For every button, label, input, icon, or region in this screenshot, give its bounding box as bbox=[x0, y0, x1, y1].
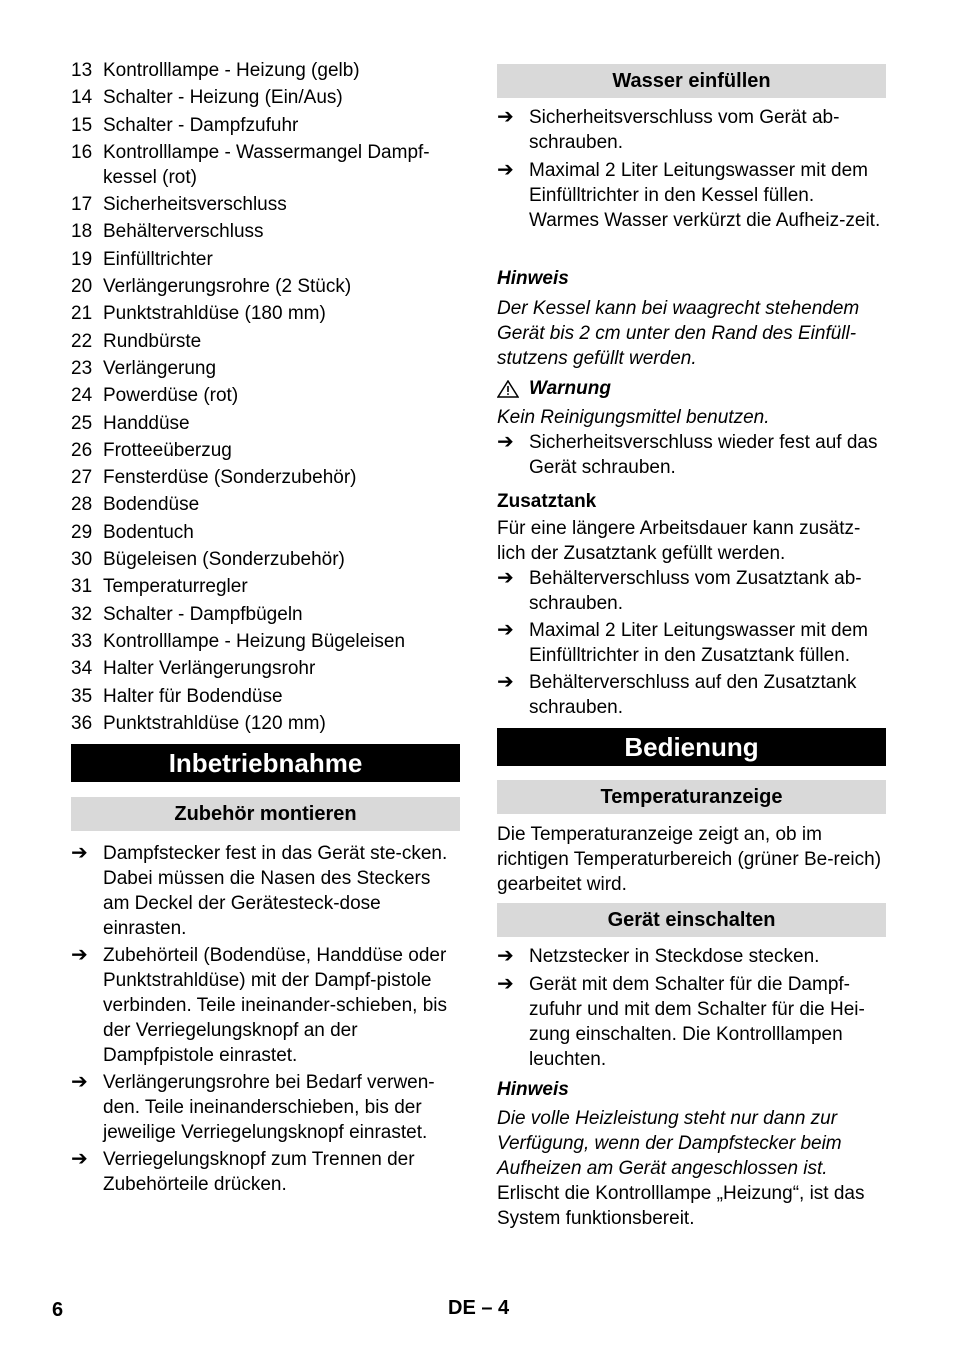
item-text: Fensterdüse (Sonderzubehör) bbox=[103, 467, 357, 489]
item-number: 26 bbox=[71, 439, 93, 461]
item-text: Verlängerungsrohre (2 Stück) bbox=[103, 276, 352, 298]
step-text: Behälterverschluss vom Zusatztank ab-schrauben. bbox=[529, 568, 862, 614]
step-item bbox=[497, 618, 886, 668]
arrow-right-icon: ➔ bbox=[497, 973, 514, 995]
hinweis-title-2: Hinweis bbox=[497, 1079, 569, 1100]
item-number: 27 bbox=[71, 467, 93, 489]
item-number: 29 bbox=[71, 521, 93, 543]
list-item bbox=[71, 329, 460, 354]
item-number: 15 bbox=[71, 114, 93, 136]
item-number: 33 bbox=[71, 630, 93, 652]
item-number: 14 bbox=[71, 87, 93, 109]
item-text: Frotteeüberzug bbox=[103, 439, 232, 461]
step-text: Behälterverschluss auf den Zusatztank schrauben. bbox=[529, 672, 857, 718]
list-item bbox=[71, 58, 460, 83]
zusatztank-title: Zusatztank bbox=[497, 491, 597, 512]
subsection-title-wasser: Wasser einfüllen bbox=[497, 64, 886, 98]
item-number: 20 bbox=[71, 276, 93, 298]
item-number: 16 bbox=[71, 141, 93, 163]
item-text: Halter für Bodendüse bbox=[103, 685, 283, 707]
list-item bbox=[71, 684, 460, 709]
item-number: 17 bbox=[71, 194, 93, 216]
item-text: Behälterverschluss bbox=[103, 221, 264, 243]
hinweis-text-2: Die volle Heizleistung steht nur dann zur Verfügung, wenn der Dampfstecker beim Aufheizen am Gerät angeschlossen ist. bbox=[497, 1108, 842, 1179]
item-number: 31 bbox=[71, 576, 93, 598]
parts-list bbox=[71, 58, 460, 736]
list-item bbox=[71, 356, 460, 381]
step-item bbox=[497, 670, 886, 720]
arrow-right-icon: ➔ bbox=[497, 567, 514, 589]
item-text: Bügeleisen (Sonderzubehör) bbox=[103, 549, 345, 571]
step-item bbox=[71, 943, 460, 1068]
arrow-right-icon: ➔ bbox=[497, 431, 514, 453]
item-text: Bodendüse bbox=[103, 494, 200, 516]
footer-language: DE bbox=[448, 1297, 476, 1319]
hinweis-text: Der Kessel kann bei waagrecht stehendem Gerät bis 2 cm unter den Rand des Einfüll-stutzens gefüllt werden. bbox=[497, 298, 860, 369]
footer-section-page: – 4 bbox=[481, 1297, 510, 1319]
arrow-right-icon: ➔ bbox=[71, 1070, 88, 1093]
arrow-right-icon: ➔ bbox=[497, 945, 514, 967]
page-number: 6 bbox=[52, 1299, 64, 1321]
subsection-title-einschalten: Gerät einschalten bbox=[497, 903, 886, 937]
item-text: Punktstrahldüse (120 mm) bbox=[103, 712, 326, 734]
list-item bbox=[71, 113, 460, 138]
step-item bbox=[71, 1147, 460, 1197]
step-text: Sicherheitsverschluss vom Gerät ab-schrauben. bbox=[529, 107, 840, 153]
step-item bbox=[71, 841, 460, 941]
left-column bbox=[71, 58, 460, 1197]
item-text: Kontrolllampe - Wassermangel Dampf-kessel (rot) bbox=[103, 141, 430, 188]
list-item bbox=[71, 465, 460, 490]
zusatztank-steps bbox=[497, 566, 886, 720]
list-item bbox=[71, 547, 460, 572]
list-item bbox=[71, 219, 460, 244]
footer-section bbox=[448, 1296, 509, 1321]
item-text: Einfülltrichter bbox=[103, 248, 213, 270]
item-text: Verlängerung bbox=[103, 357, 217, 379]
warning-triangle-icon bbox=[497, 380, 519, 398]
item-number: 22 bbox=[71, 330, 93, 352]
right-column bbox=[497, 64, 886, 1231]
item-text: Powerdüse (rot) bbox=[103, 385, 239, 407]
step-text: Verriegelungsknopf zum Trennen der Zubehörteile drücken. bbox=[103, 1148, 415, 1195]
item-number: 32 bbox=[71, 603, 93, 625]
item-text: Schalter - Heizung (Ein/Aus) bbox=[103, 87, 343, 109]
step-text: Maximal 2 Liter Leitungswasser mit dem Einfülltrichter in den Kessel füllen. Warmes Wasser verkürzt die Aufheiz-zeit. bbox=[529, 160, 881, 231]
item-number: 28 bbox=[71, 494, 93, 516]
warnung-title bbox=[497, 376, 886, 401]
list-item bbox=[71, 192, 460, 217]
einschalten-steps bbox=[497, 944, 886, 1072]
list-item bbox=[71, 274, 460, 299]
list-item bbox=[71, 656, 460, 681]
item-number: 36 bbox=[71, 712, 93, 734]
item-text: Halter Verlängerungsrohr bbox=[103, 658, 316, 680]
item-number: 19 bbox=[71, 248, 93, 270]
list-item bbox=[71, 301, 460, 326]
list-item bbox=[71, 438, 460, 463]
list-item bbox=[71, 247, 460, 272]
hinweis-title: Hinweis bbox=[497, 268, 569, 289]
step-item bbox=[71, 1070, 460, 1145]
subsection-title-temperatur: Temperaturanzeige bbox=[497, 780, 886, 814]
list-item bbox=[71, 492, 460, 517]
step-item bbox=[497, 944, 886, 969]
item-text: Sicherheitsverschluss bbox=[103, 194, 287, 216]
arrow-right-icon: ➔ bbox=[497, 619, 514, 641]
item-text: Punktstrahldüse (180 mm) bbox=[103, 303, 326, 325]
step-item bbox=[497, 158, 886, 233]
hinweis-text-3: Erlischt die Kontrolllampe „Heizung“, ist das System funktionsbereit. bbox=[497, 1183, 865, 1229]
step-item bbox=[497, 566, 886, 616]
item-number: 35 bbox=[71, 685, 93, 707]
item-number: 13 bbox=[71, 60, 93, 81]
item-number: 18 bbox=[71, 221, 93, 243]
zubehoer-steps bbox=[71, 841, 460, 1197]
arrow-right-icon: ➔ bbox=[71, 943, 88, 966]
item-number: 24 bbox=[71, 385, 93, 407]
list-item bbox=[71, 383, 460, 408]
arrow-right-icon: ➔ bbox=[497, 106, 514, 128]
list-item bbox=[71, 411, 460, 436]
item-text: Temperaturregler bbox=[103, 576, 248, 598]
item-text: Schalter - Dampfbügeln bbox=[103, 603, 303, 625]
step-item bbox=[497, 105, 886, 155]
wasser-steps bbox=[497, 105, 886, 233]
item-text: Kontrolllampe - Heizung (gelb) bbox=[103, 60, 360, 81]
arrow-right-icon: ➔ bbox=[71, 1147, 88, 1170]
list-item bbox=[71, 602, 460, 627]
item-number: 21 bbox=[71, 303, 93, 325]
item-number: 30 bbox=[71, 549, 93, 571]
warnung-text: Kein Reinigungsmittel benutzen. bbox=[497, 407, 770, 428]
arrow-right-icon: ➔ bbox=[71, 841, 88, 864]
step-text: Zubehörteil (Bodendüse, Handdüse oder Punktstrahldüse) mit der Dampf-pistole verbinden. Teile ineinander-schieben, bis der Verriegelungsknopf an der Dampfpistole einrastet. bbox=[103, 944, 447, 1066]
list-item bbox=[71, 574, 460, 599]
item-number: 25 bbox=[71, 412, 93, 434]
step-text: Sicherheitsverschluss wieder fest auf das Gerät schrauben. bbox=[529, 432, 878, 478]
subsection-title-zubehoer: Zubehör montieren bbox=[71, 797, 460, 831]
step-text: Verlängerungsrohre bei Bedarf verwen-den. Teile ineinanderschieben, bis der jeweilige Verriegelungsknopf einrastet. bbox=[103, 1071, 435, 1143]
arrow-right-icon: ➔ bbox=[497, 671, 514, 693]
item-number: 34 bbox=[71, 658, 93, 680]
arrow-right-icon: ➔ bbox=[497, 159, 514, 181]
step-text: Netzstecker in Steckdose stecken. bbox=[529, 946, 820, 967]
list-item bbox=[71, 711, 460, 736]
item-text: Kontrolllampe - Heizung Bügeleisen bbox=[103, 630, 406, 652]
item-text: Schalter - Dampfzufuhr bbox=[103, 114, 299, 136]
warnung-step bbox=[497, 430, 886, 480]
temperatur-text: Die Temperaturanzeige zeigt an, ob im richtigen Temperaturbereich (grüner Be-reich) gearbeitet wird. bbox=[497, 824, 882, 895]
item-text: Bodentuch bbox=[103, 521, 194, 543]
zusatztank-text: Für eine längere Arbeitsdauer kann zusätz-lich der Zusatztank gefüllt werden. bbox=[497, 518, 861, 564]
step-text: Gerät mit dem Schalter für die Dampf-zufuhr und mit dem Schalter für die Hei-zung einschalten. Die Kontrolllampen leuchten. bbox=[529, 974, 865, 1070]
step-text: Dampfstecker fest in das Gerät ste-cken. Dabei müssen die Nasen des Steckers am Deckel der Gerätesteck-dose einrasten. bbox=[103, 842, 448, 939]
step-text: Maximal 2 Liter Leitungswasser mit dem Einfülltrichter in den Zusatztank füllen. bbox=[529, 620, 868, 666]
item-text: Handdüse bbox=[103, 412, 190, 434]
section-title-bedienung: Bedienung bbox=[497, 728, 886, 766]
item-text: Rundbürste bbox=[103, 330, 202, 352]
step-item bbox=[497, 972, 886, 1072]
item-number: 23 bbox=[71, 357, 93, 379]
list-item bbox=[71, 140, 460, 190]
list-item bbox=[71, 629, 460, 654]
section-title-inbetriebnahme: Inbetriebnahme bbox=[71, 744, 460, 782]
list-item bbox=[71, 520, 460, 545]
warnung-label: Warnung bbox=[529, 378, 611, 399]
list-item bbox=[71, 85, 460, 110]
